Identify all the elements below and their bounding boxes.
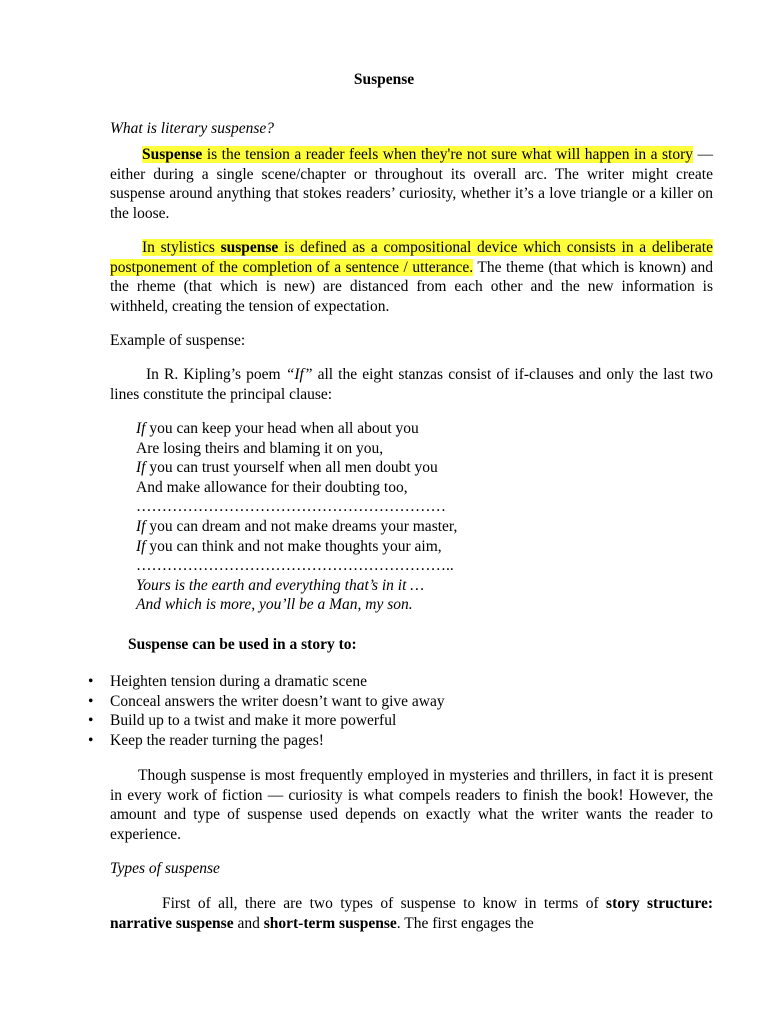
uses-heading: Suspense can be used in a story to: (128, 636, 357, 653)
paragraph-text: — either during a single scene/chapter or throughout its overall arc. The writer might create suspense around anything that stokes readers’ curiosity, whether it’s a love triangle or a killer on the loose. (110, 146, 714, 222)
kipling-text-post: all the eight stanzas consist of if-clauses and only the last two lines constitute the principal clause: (110, 366, 714, 403)
types-heading: Types of suspense (110, 860, 220, 877)
poem-line-text: And make allowance for their doubting too, (136, 478, 408, 496)
bullet-icon: • (88, 692, 94, 710)
term-suspense-2: suspense (220, 239, 279, 256)
list-item-text: Keep the reader turning the pages! (110, 731, 324, 749)
highlight-text-post: is defined as a compositional device which consists in a deliberate postponement of the completion of a sentence / utterance. (110, 239, 713, 276)
types-text-pre: First of all, there are two types of suspense to know in terms of (162, 895, 607, 912)
poem-line (136, 478, 696, 498)
poem-line-text: Are losing theirs and blaming it on you, (136, 439, 384, 457)
types-text-mid: and (233, 914, 264, 932)
poem-line-text: you can trust yourself when all men doubt you (145, 459, 438, 477)
poem-line-text: …………………………………………………… (136, 498, 446, 516)
poem-ellipsis (136, 556, 696, 576)
page-title: Suspense (353, 71, 415, 88)
list-item-text: Heighten tension during a dramatic scene (110, 673, 367, 690)
list-item-text: Conceal answers the writer doesn’t want to give away (110, 692, 445, 710)
poem-line (136, 517, 696, 537)
poem-line-text: you can dream and not make dreams your master, (145, 517, 458, 535)
paragraph-kipling (110, 365, 713, 404)
paragraph-text: The theme (that which is known) and the rheme (that which is new) are distanced from each other and the new information is withheld, creating the tension of expectation. (110, 258, 714, 315)
paragraph-types (110, 894, 713, 933)
types-text-post: . The first engages the (396, 914, 534, 932)
poem-line-text: you can keep your head when all about you (145, 420, 419, 437)
kipling-text-pre: In R. Kipling’s poem (146, 366, 286, 383)
poem-if-word: If (136, 537, 146, 555)
poem-title: “If” (285, 366, 313, 383)
highlight-text-pre: In stylistics (142, 239, 221, 256)
paragraph-stylistics (110, 238, 713, 316)
bullet-icon: • (88, 673, 94, 690)
list-item (88, 692, 710, 712)
paragraph-frequency: Though suspense is most frequently employed in mysteries and thrillers, in fact it is present in every work of fiction — curiosity is what compels readers to finish the book! However, the amount and type of suspense used depends on exactly what the writer wants the reader to experience. (110, 767, 713, 843)
term-narrative-suspense: narrative suspense (110, 914, 234, 932)
uses-list (88, 672, 710, 750)
term-suspense: Suspense (142, 146, 203, 163)
poem-closing-line: Yours is the earth and everything that’s in it … (136, 576, 425, 594)
poem-if-word: If (136, 459, 146, 477)
poem-ellipsis (136, 497, 696, 517)
term-story-structure: story structure: (606, 895, 713, 912)
term-short-term-suspense: short-term suspense (263, 914, 397, 932)
list-item (88, 731, 710, 751)
poem-line (136, 439, 696, 459)
highlight-text: is the tension a reader feels when they're not sure what will happen in a story (202, 146, 693, 163)
section-question: What is literary suspense? (110, 120, 275, 137)
poem-line (136, 537, 696, 557)
list-item-text: Build up to a twist and make it more powerful (110, 712, 397, 730)
poem-line (136, 419, 696, 439)
list-item (88, 711, 710, 731)
poem-excerpt (136, 419, 696, 615)
paragraph-definition (110, 145, 713, 223)
example-label: Example of suspense: (110, 332, 246, 349)
poem-if-word: If (136, 517, 146, 535)
bullet-icon: • (88, 712, 94, 730)
poem-line (136, 458, 696, 478)
highlight-definition (142, 146, 693, 163)
bullet-icon: • (88, 731, 94, 749)
list-item (88, 672, 710, 692)
poem-closing-line: And which is more, you’ll be a Man, my son. (136, 596, 413, 614)
poem-line-text: …………………………………………………….. (136, 557, 454, 575)
poem-if-word: If (136, 420, 146, 437)
poem-line-text: you can think and not make thoughts your aim, (145, 537, 442, 555)
